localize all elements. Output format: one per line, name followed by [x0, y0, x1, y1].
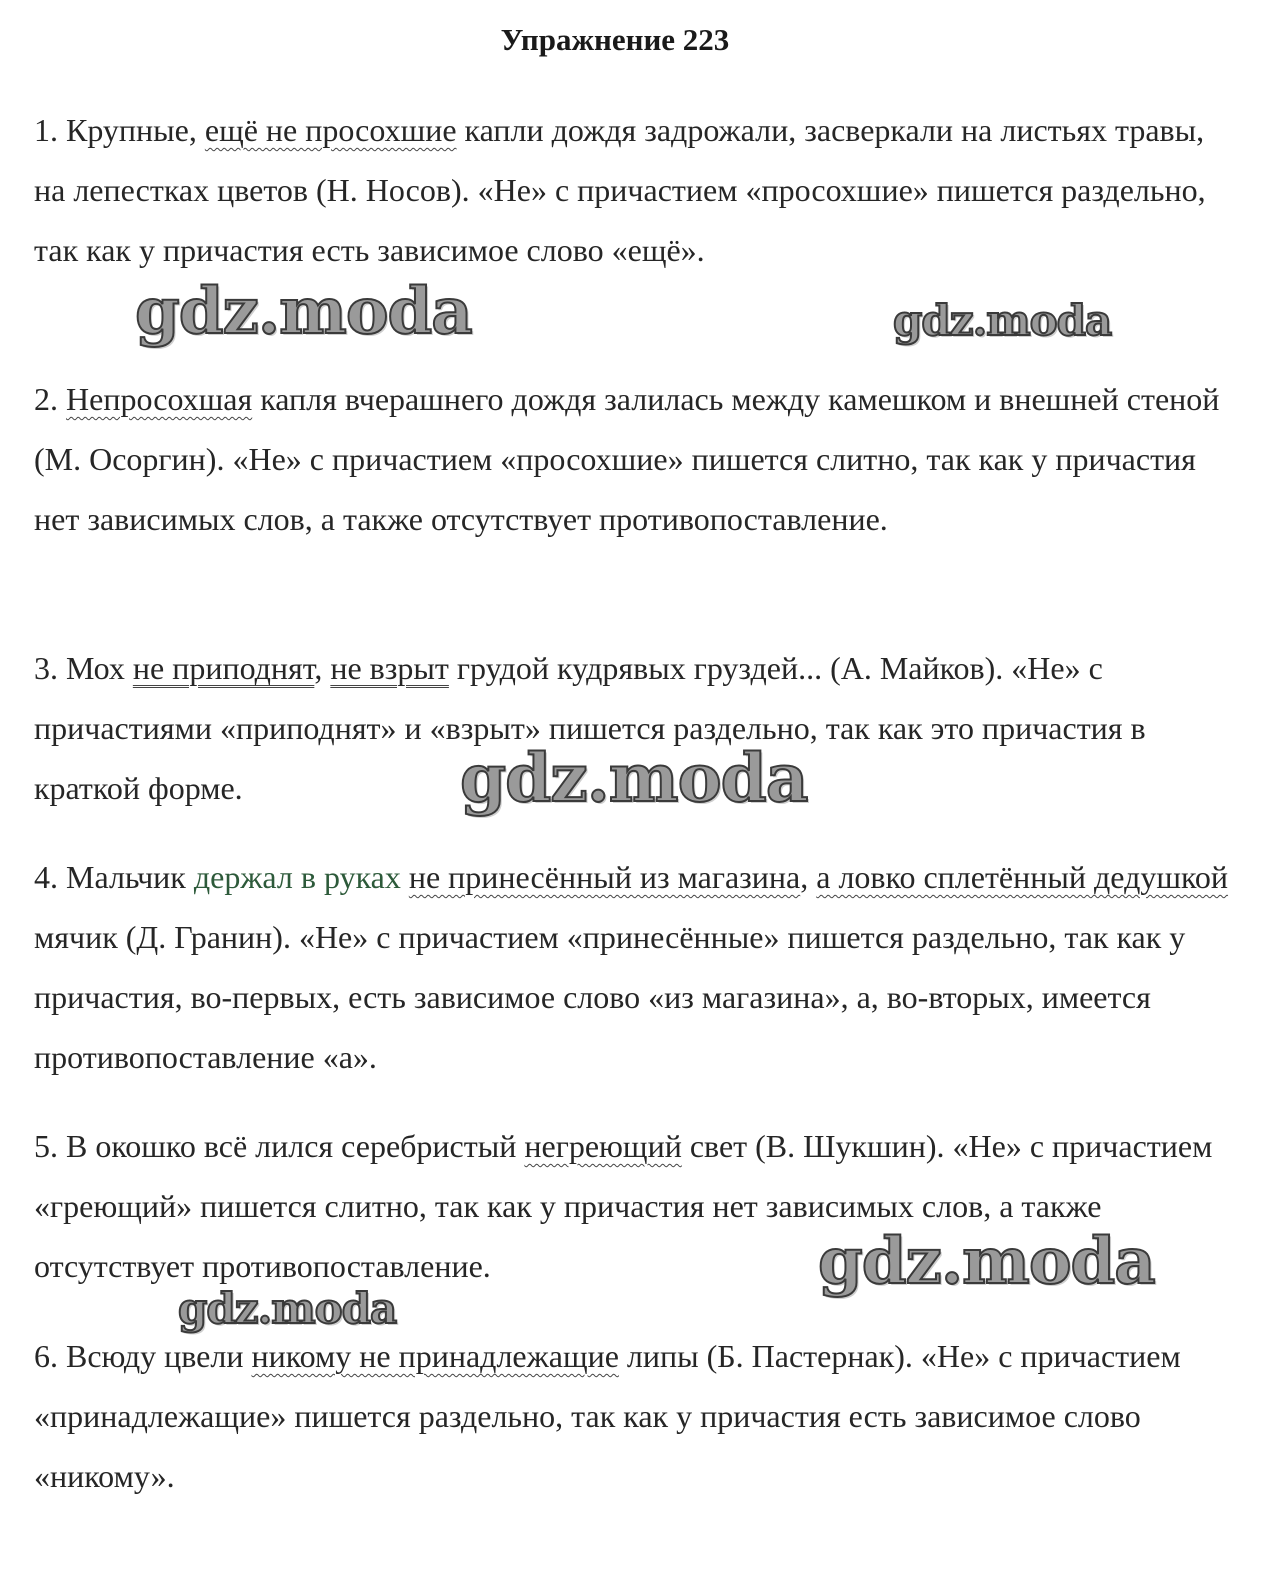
paragraph-1-text-a: 1. Крупные, [34, 112, 205, 148]
watermark-1: gdz.moda [135, 274, 472, 349]
paragraph-3-text-c: грудой кудрявых груздей... (А. Майков). «Не» с причастиями «приподнят» и «взрыт» пишется раздельно, так как это причастия в краткой форме. [34, 650, 1146, 806]
watermark-4: gdz.moda [818, 1224, 1155, 1299]
paragraph-6-participle-phrase: никому не принадлежащие [251, 1338, 619, 1374]
paragraph-3-text-b: , [314, 650, 331, 686]
paragraph-1 [34, 100, 1229, 280]
paragraph-4-text-a: 4. Мальчик [34, 859, 194, 895]
paragraph-6-text-b: липы (Б. Пастернак). «Не» с причастием «принадлежащие» пишется раздельно, так как у причастия есть зависимое слово «никому». [34, 1338, 1181, 1494]
paragraph-2-participle: Непросохшая [66, 381, 253, 417]
paragraph-4 [34, 847, 1229, 1087]
paragraph-2-text-b: капля вчерашнего дождя залилась между камешком и внешней стеной (М. Осоргин). «Не» с причастием «просохшие» пишется слитно, так как у причастия нет зависимых слов, а также отсутствует противопоставление. [34, 381, 1220, 537]
paragraph-4-text-d: мячик (Д. Гранин). «Не» с причастием «принесённые» пишется раздельно, так как у причастия, во-первых, есть зависимое слово «из магазина», а, во-вторых, имеется противопоставление «а». [34, 919, 1186, 1075]
paragraph-1-participle-phrase: ещё не просохшие [204, 112, 457, 148]
paragraph-3-predicate-1: не приподнят [132, 650, 315, 686]
watermark-3: gdz.moda [460, 739, 808, 817]
paragraph-5-participle: негреющий [524, 1128, 682, 1164]
paragraph-2 [34, 369, 1229, 549]
paragraph-4-participle-phrase-2: а ловко сплетённый дедушкой [816, 859, 1229, 895]
paragraph-4-text-b [401, 859, 409, 895]
paragraph-3-text-a: 3. Мох [34, 650, 133, 686]
paragraph-5-text-b: свет (В. Шукшин). «Не» с причастием «греющий» пишется слитно, так как у причастия нет зависимых слов, а также отсутствует противопоставление. [34, 1128, 1213, 1284]
watermark-2: gdz.moda [893, 296, 1112, 345]
page-title: Упражнение 223 [500, 22, 730, 57]
paragraph-5-text-a: 5. В окошко всё лился серебристый [34, 1128, 525, 1164]
paragraph-4-text-c: , [800, 859, 817, 895]
paragraph-1-text-b: капли дождя задрожали, засверкали на листьях травы, на лепестках цветов (Н. Носов). «Не» с причастием «просохшие» пишется раздельно, так как у причастия есть зависимое слово «ещё». [34, 112, 1206, 268]
paragraph-6 [34, 1326, 1229, 1506]
watermark-5: gdz.moda [178, 1284, 397, 1333]
paragraph-4-participle-phrase-1: не принесённый из магазина [408, 859, 801, 895]
paragraph-2-text-a: 2. [34, 381, 66, 417]
paragraph-6-text-a: 6. Всюду цвели [34, 1338, 252, 1374]
paragraph-3-predicate-2: не взрыт [330, 650, 449, 686]
paragraph-4-highlight: держал в руках [193, 859, 401, 895]
